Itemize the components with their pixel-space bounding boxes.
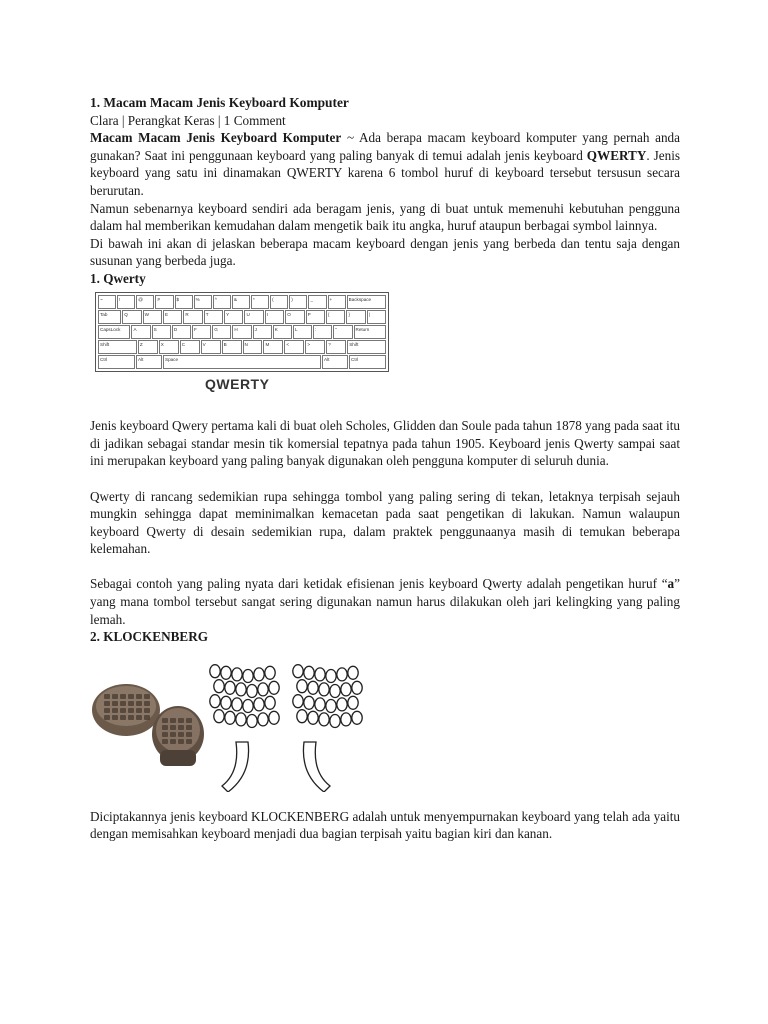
keycap-outline <box>319 713 329 726</box>
keycap-outline <box>210 695 220 708</box>
keycap-outline <box>319 683 329 696</box>
klockenberg-illustration <box>90 662 410 792</box>
keycap-outline <box>337 698 347 711</box>
keyboard-key: : <box>313 325 332 339</box>
keyboard-key: K <box>273 325 292 339</box>
keycap-outline <box>315 668 325 681</box>
keycap-outline <box>269 681 279 694</box>
keyboard-key: > <box>305 340 325 354</box>
keyboard-key: Ctrl <box>349 355 386 369</box>
keycap-outline <box>269 711 279 724</box>
keyboard-key: Z <box>138 340 158 354</box>
keyboard-key: U <box>244 310 263 324</box>
keycap-outline <box>337 668 347 681</box>
keyboard-row <box>98 355 386 369</box>
keycap-outline <box>341 683 351 696</box>
keyboard-row <box>98 310 386 324</box>
keyboard-key: Ctrl <box>98 355 135 369</box>
keycap-outline <box>304 666 314 679</box>
keycap-outline <box>352 681 362 694</box>
intro-qwerty: QWERTY <box>586 147 647 163</box>
keycap-outline <box>315 698 325 711</box>
keycap-outline <box>348 666 358 679</box>
keyboard-row <box>98 295 386 309</box>
keyboard-key: ~ <box>98 295 116 309</box>
keyboard-key: S <box>152 325 171 339</box>
keycap-outline <box>308 681 318 694</box>
keyboard-key: A <box>131 325 150 339</box>
keycap-outline <box>247 714 257 727</box>
klockenberg-right-key-cluster <box>293 665 362 728</box>
keyboard-key: { <box>326 310 345 324</box>
keyboard-key: _ <box>308 295 326 309</box>
keycap-outline <box>225 681 235 694</box>
intro-lead: Macam Macam Jenis Keyboard Komputer <box>90 130 342 146</box>
keyboard-key: ? <box>326 340 346 354</box>
qwerty-p3-key: a <box>667 576 675 592</box>
qwerty-paragraph-2: Qwerty di rancang sedemikian rupa sehingga tombol yang paling sering di tekan, letaknya terpisah sejauh mungkin sehingga dapat meminimalkan kemacetan pada saat pengetikan di lakukan. Namun walaupun keyboard Qwerty di desain sedemikian rupa, dalam praktek penggunaanya masih di temukan beberapa kelemahan. <box>90 488 680 557</box>
klockenberg-figure <box>90 662 410 792</box>
keycap-outline <box>232 668 242 681</box>
keycap-outline <box>210 665 220 678</box>
keyboard-key: V <box>201 340 221 354</box>
keyboard-key: F <box>192 325 211 339</box>
keyboard-key: L <box>293 325 312 339</box>
keyboard-key: ! <box>117 295 135 309</box>
keycap-outline <box>243 699 253 712</box>
keycap-outline <box>214 680 224 693</box>
keycap-outline <box>243 669 253 682</box>
keyboard-key: ( <box>270 295 288 309</box>
keyboard-key: C <box>180 340 200 354</box>
keycap-outline <box>293 665 303 678</box>
keycap-outline <box>214 710 224 723</box>
keyboard-key: ^ <box>213 295 231 309</box>
keyboard-key: M <box>263 340 283 354</box>
qwerty-p3-b: ” yang mana tombol tersebut sangat sering digunakan namun harus dilakukan oleh jari kelingking yang paling lemah. <box>90 576 680 627</box>
intro-lead-rest: ~ Ada berapa macam keyboard komputer yang pernah anda gunakan? Saat ini penggunaan keyboard yang paling banyak di temui adalah jenis keyboard <box>90 130 680 163</box>
keyboard-key: # <box>155 295 173 309</box>
keycap-outline <box>293 695 303 708</box>
keyboard-key: X <box>159 340 179 354</box>
keycap-outline <box>236 683 246 696</box>
keyboard-key: G <box>212 325 231 339</box>
paragraph-dibawah: Di bawah ini akan di jelaskan beberapa macam keyboard dengan jenis yang berbeda dan tentu saja dengan susunan yang berbeda juga. <box>90 235 680 269</box>
keyboard-key: | <box>367 310 386 324</box>
keyboard-key: " <box>333 325 352 339</box>
keyboard-key: Backspace <box>347 295 386 309</box>
keyboard-key: Y <box>224 310 243 324</box>
klockenberg-left-key-cluster <box>210 665 279 728</box>
intro-paragraph <box>90 129 680 199</box>
keyboard-key: Space <box>163 355 321 369</box>
keycap-outline <box>225 711 235 724</box>
keyboard-key: Shift <box>98 340 137 354</box>
keycap-outline <box>297 680 307 693</box>
keyboard-key: E <box>163 310 182 324</box>
keyboard-key: N <box>243 340 263 354</box>
keyboard-key: I <box>265 310 284 324</box>
qwerty-p3-a: Sebagai contoh yang paling nyata dari ketidak efisienan jenis keyboard Qwerty adalah pengetikan huruf “ <box>90 576 668 592</box>
keyboard-key: Tab <box>98 310 121 324</box>
qwerty-keyboard-diagram <box>95 292 389 372</box>
keycap-outline <box>254 698 264 711</box>
keycap-outline <box>330 684 340 697</box>
keycap-outline <box>348 696 358 709</box>
keyboard-key: * <box>251 295 269 309</box>
keyboard-key: Q <box>122 310 141 324</box>
paragraph-namun: Namun sebenarnya keyboard sendiri ada beragam jenis, yang di buat untuk memenuhi kebutuhan pengguna dalam hal memberikan kemudahan dalam mengetik baik itu angka, huruf ataupun berbagai symbol lainnya. <box>90 200 680 234</box>
keyboard-key: @ <box>136 295 154 309</box>
keyboard-key: & <box>232 295 250 309</box>
keycap-outline <box>258 683 268 696</box>
keyboard-key: B <box>222 340 242 354</box>
klockenberg-paragraph-1: Diciptakannya jenis keyboard KLOCKENBERG adalah untuk menyempurnakan keyboard yang telah ada yaitu dengan memisahkan keyboard menjadi dua bagian terpisah yaitu bagian kiri dan kanan. <box>90 808 680 842</box>
keyboard-key: Alt <box>322 355 348 369</box>
keyboard-key: D <box>172 325 191 339</box>
keycap-outline <box>247 684 257 697</box>
qwerty-paragraph-3 <box>90 575 680 628</box>
keyboard-key: Return <box>354 325 386 339</box>
keycap-outline <box>236 713 246 726</box>
keyboard-key: W <box>143 310 162 324</box>
keycap-outline <box>254 668 264 681</box>
qwerty-keyboard-figure <box>90 290 390 400</box>
keycap-outline <box>308 711 318 724</box>
keycap-outline <box>297 710 307 723</box>
keycap-outline <box>352 711 362 724</box>
keycap-outline <box>232 698 242 711</box>
keycap-outline <box>258 713 268 726</box>
keycap-outline <box>265 666 275 679</box>
article-meta: Clara | Perangkat Keras | 1 Comment <box>90 112 286 128</box>
keyboard-key: } <box>346 310 365 324</box>
keyboard-key: + <box>328 295 346 309</box>
keycap-outline <box>326 669 336 682</box>
klockenberg-left-thumb-arc <box>222 742 249 792</box>
keyboard-row <box>98 325 386 339</box>
keyboard-key: < <box>284 340 304 354</box>
article-title: 1. Macam Macam Jenis Keyboard Komputer <box>90 95 349 110</box>
keyboard-key: Alt <box>136 355 162 369</box>
section-heading-qwerty: 1. Qwerty <box>90 270 146 286</box>
keycap-outline <box>326 699 336 712</box>
section-heading-klockenberg: 2. KLOCKENBERG <box>90 629 208 645</box>
keyboard-key: CapsLock <box>98 325 130 339</box>
keyboard-key: O <box>285 310 304 324</box>
qwerty-paragraph-1: Jenis keyboard Qwery pertama kali di buat oleh Scholes, Glidden dan Soule pada tahun 1878 yang pada saat itu di jadikan sebagai standar mesin tik komersial tepatnya pada tahun 1905. Keyboard jenis Qwerty sampai saat ini merupakan keyboard yang paling banyak digunakan oleh pengguna komputer di seluruh dunia. <box>90 418 680 469</box>
intro-tail: . Jenis keyboard yang satu ini dinamakan QWERTY karena 6 tombol huruf di keyboard tersebut tersusun secara berurutan. <box>90 147 681 198</box>
keycap-outline <box>265 696 275 709</box>
keyboard-key: J <box>253 325 272 339</box>
keyboard-row <box>98 340 386 354</box>
keyboard-key: ) <box>289 295 307 309</box>
keyboard-key: T <box>204 310 223 324</box>
keycap-outline <box>304 696 314 709</box>
keyboard-key: $ <box>175 295 193 309</box>
keyboard-key: R <box>183 310 202 324</box>
klockenberg-photo <box>92 684 204 766</box>
klockenberg-right-thumb-arc <box>303 742 330 792</box>
keyboard-key: Shift <box>347 340 386 354</box>
qwerty-figure-caption: QWERTY <box>205 375 270 392</box>
keyboard-key: H <box>232 325 251 339</box>
keycap-outline <box>330 714 340 727</box>
document-page <box>90 94 680 843</box>
keycap-outline <box>341 713 351 726</box>
keyboard-key: P <box>306 310 325 324</box>
keycap-outline <box>221 666 231 679</box>
keyboard-key: % <box>194 295 212 309</box>
keycap-outline <box>221 696 231 709</box>
